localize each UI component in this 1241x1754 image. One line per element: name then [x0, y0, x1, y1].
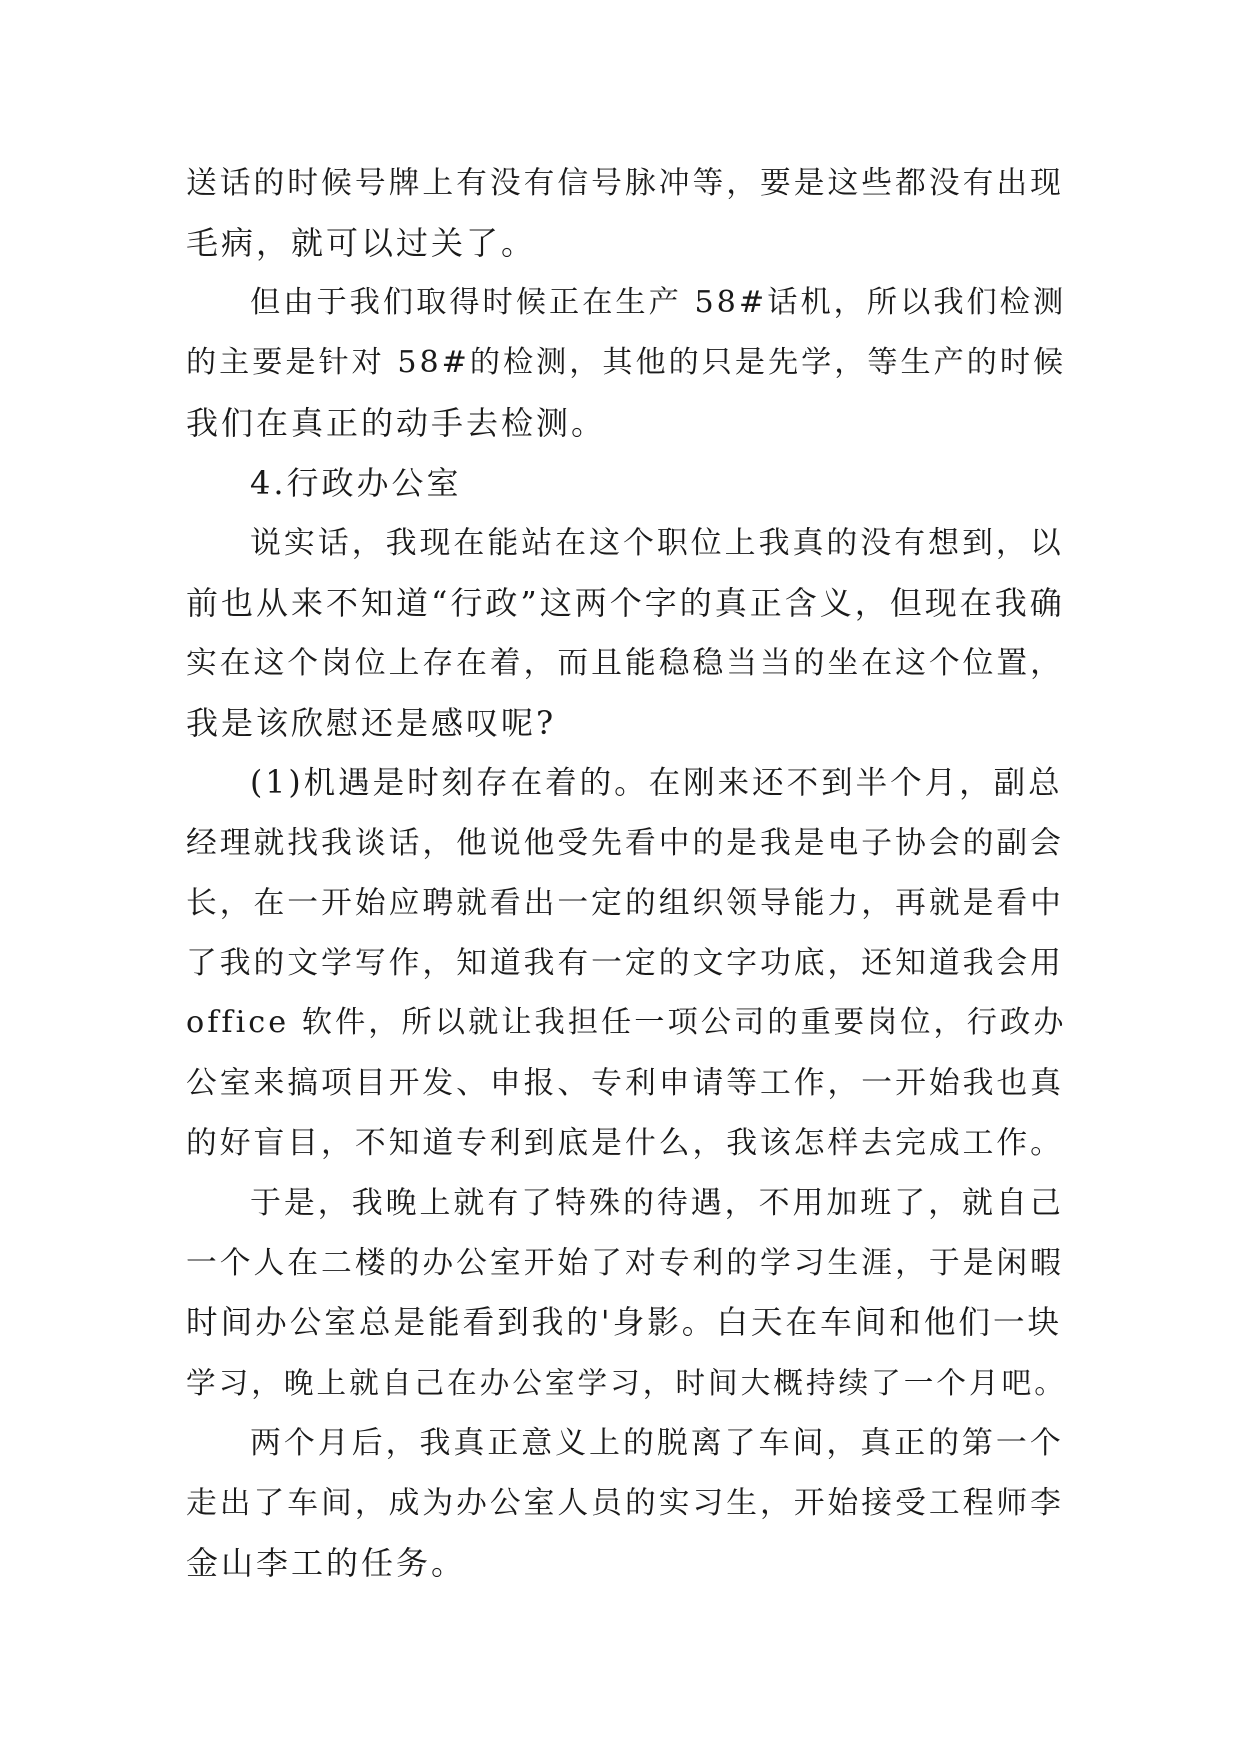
- text-line: 实在这个岗位上存在着，而且能稳稳当当的坐在这个位置，: [186, 645, 1064, 681]
- text-line: 走出了车间，成为办公室人员的实习生，开始接受工程师李: [186, 1485, 1064, 1521]
- text-line: 时间办公室总是能看到我的'身影。白天在车间和他们一块: [186, 1305, 1063, 1341]
- paragraph-start-line: 说实话，我现在能站在这个职位上我真的没有想到，以: [250, 525, 1064, 561]
- text-line: 的主要是针对 58#的检测，其他的只是先学，等生产的时候: [186, 345, 1067, 380]
- text-line: 前也从来不知道“行政”这两个字的真正含义，但现在我确: [186, 584, 1065, 622]
- section-heading: 4.行政办公室: [250, 464, 462, 502]
- text-line: 送话的时候号牌上有没有信号脉冲等，要是这些都没有出现: [186, 165, 1064, 201]
- paragraph-start-line: 但由于我们取得时候正在生产 58#话机，所以我们检测: [250, 285, 1067, 320]
- text-line: 公室来搞项目开发、申报、专利申请等工作，一开始我也真: [186, 1065, 1064, 1101]
- text-line: 的好盲目，不知道专利到底是什么，我该怎样去完成工作。: [186, 1125, 1064, 1161]
- text-line: 金山李工的任务。: [186, 1544, 467, 1582]
- paragraph-start-line: 于是，我晚上就有了特殊的待遇，不用加班了，就自己: [250, 1185, 1064, 1221]
- text-line: 长，在一开始应聘就看出一定的组织领导能力，再就是看中: [186, 885, 1064, 921]
- text-line: 了我的文学写作，知道我有一定的文字功底，还知道我会用: [186, 945, 1064, 981]
- text-line: office 软件，所以就让我担任一项公司的重要岗位，行政办: [186, 1005, 1067, 1040]
- paragraph-start-line: (1)机遇是时刻存在着的。在刚来还不到半个月，副总: [250, 765, 1063, 801]
- text-line: 我们在真正的动手去检测。: [186, 404, 607, 442]
- document-body: [186, 153, 1066, 1593]
- paragraph-start-line: 两个月后，我真正意义上的脱离了车间，真正的第一个: [250, 1425, 1064, 1461]
- text-line: 我是该欣慰还是感叹呢?: [186, 704, 557, 742]
- text-line: 经理就找我谈话，他说他受先看中的是我是电子协会的副会: [186, 825, 1064, 861]
- text-line: 一个人在二楼的办公室开始了对专利的学习生涯，于是闲暇: [186, 1245, 1064, 1281]
- text-line: 学习，晚上就自己在办公室学习，时间大概持续了一个月吧。: [186, 1365, 1067, 1400]
- text-line: 毛病，就可以过关了。: [186, 224, 537, 262]
